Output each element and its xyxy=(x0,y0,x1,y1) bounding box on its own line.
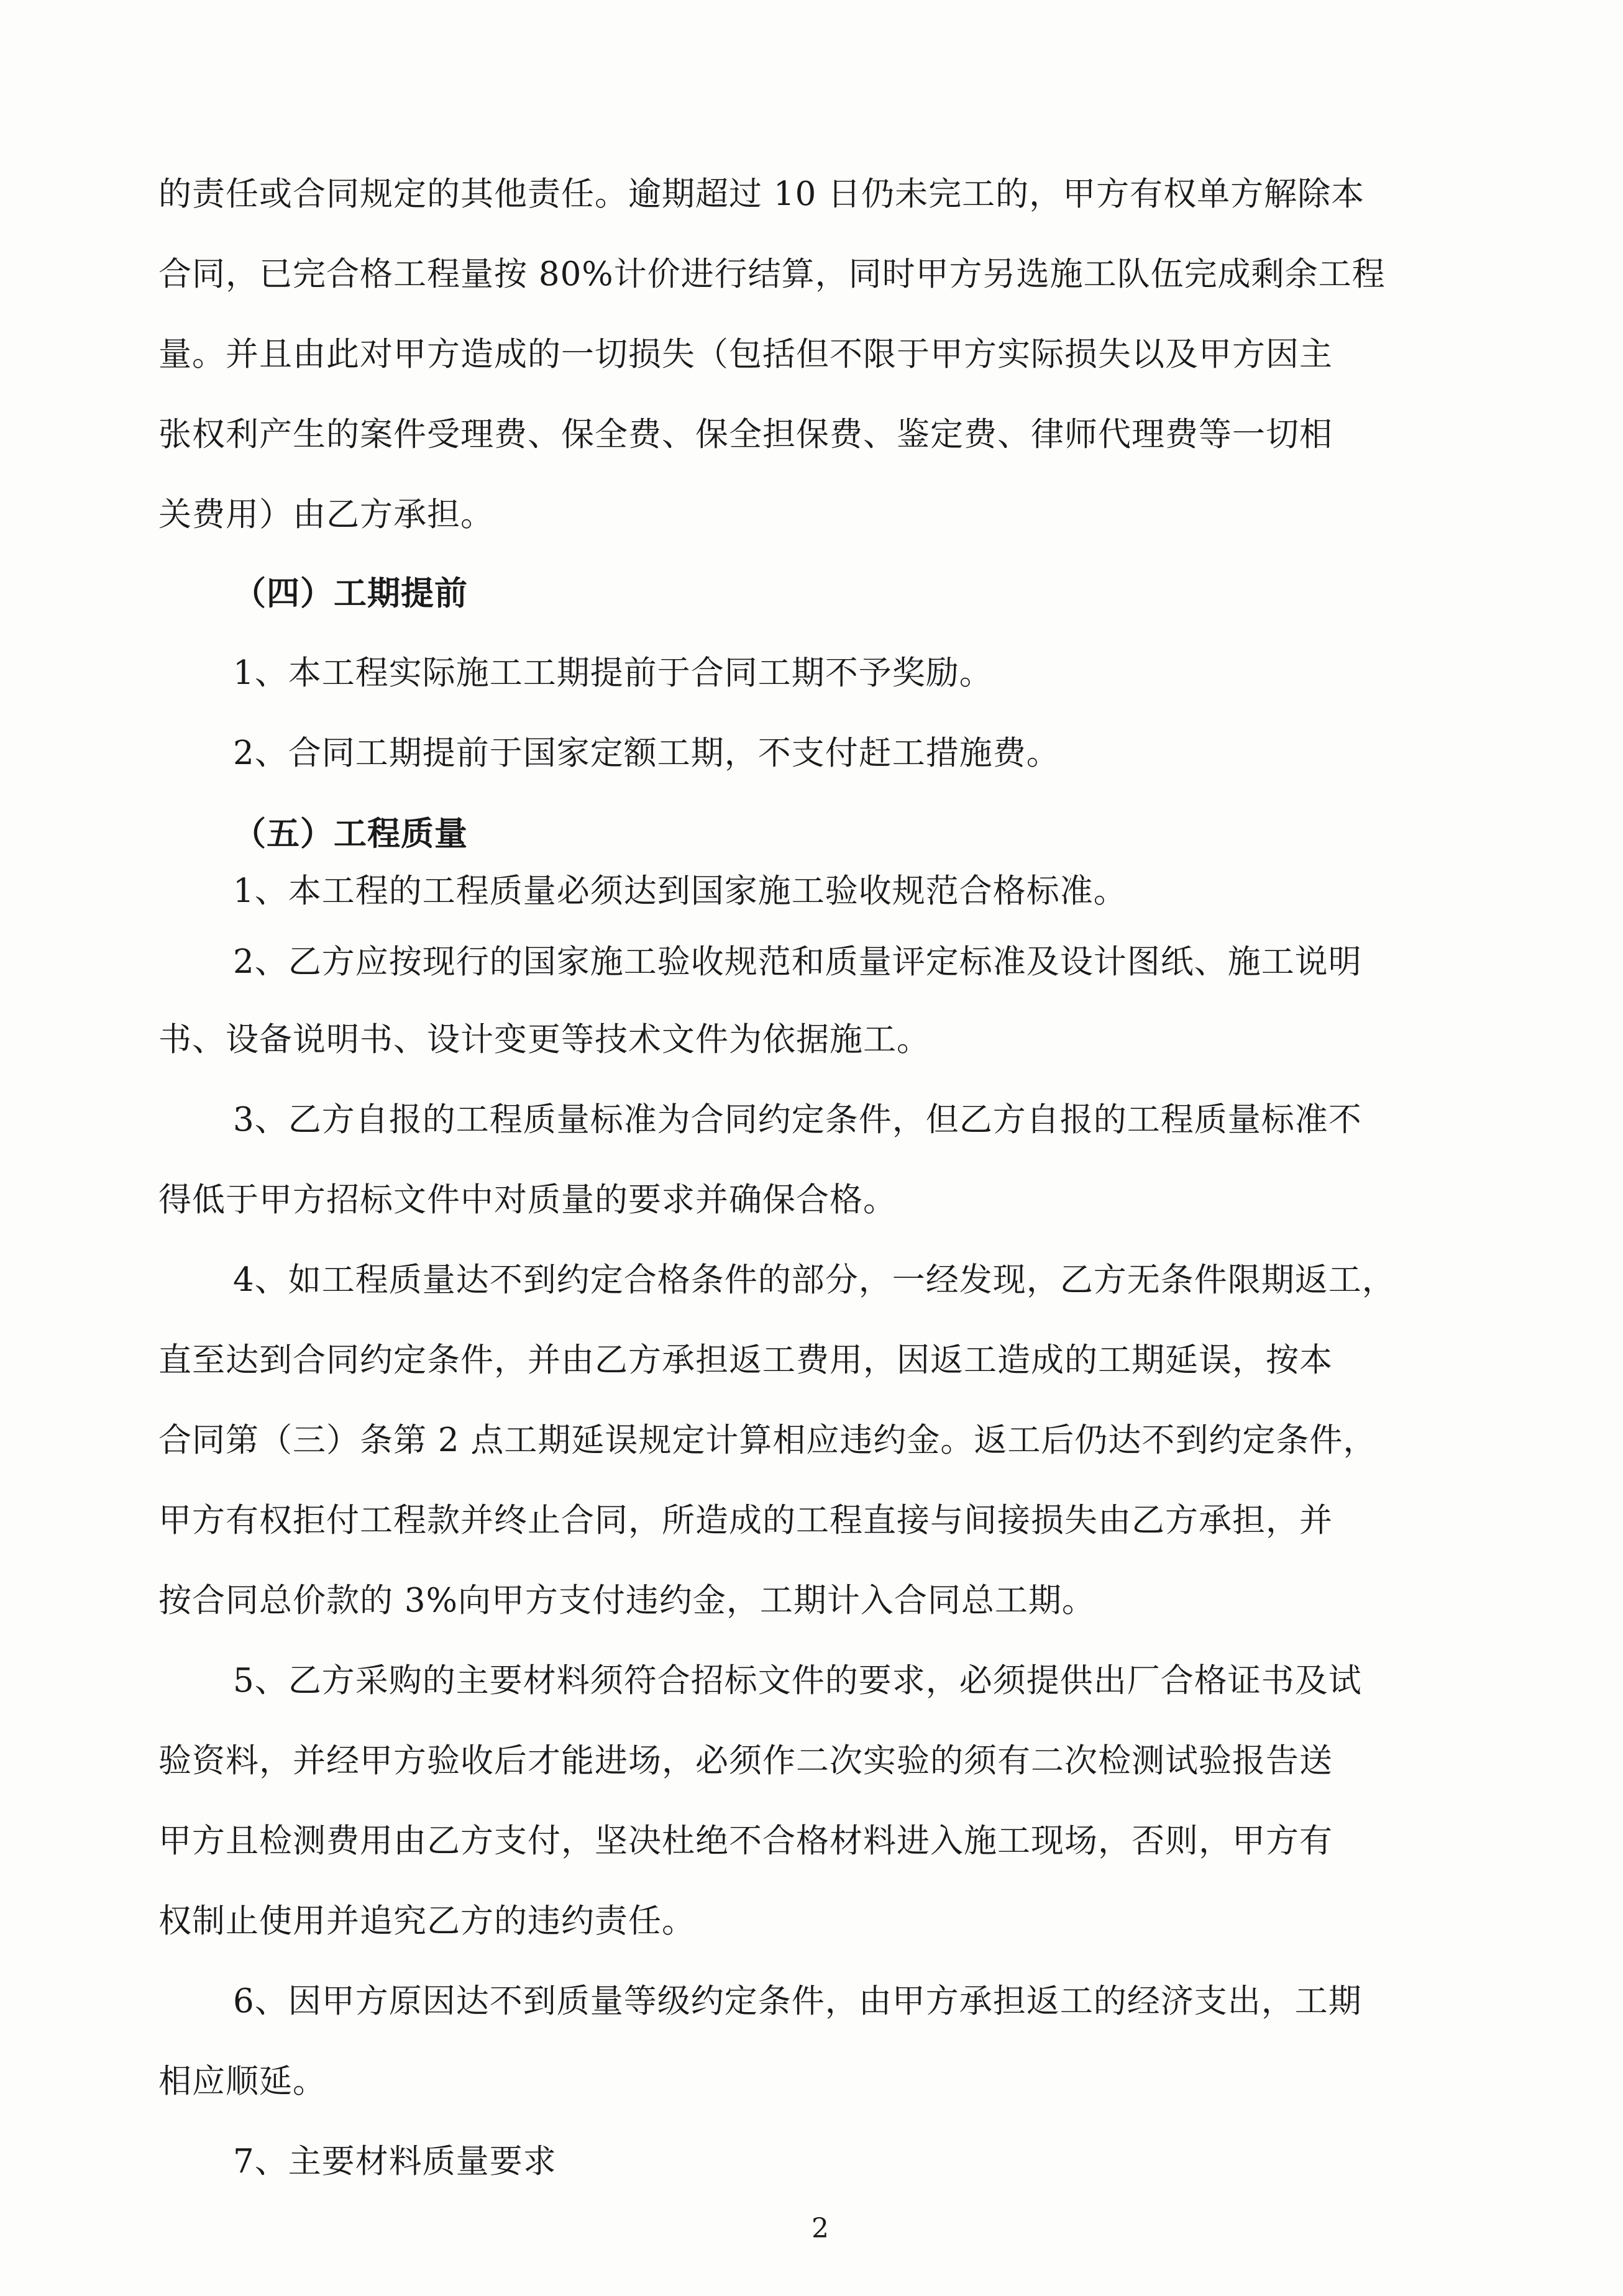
text-line: 2、乙方应按现行的国家施工验收规范和质量评定标准及设计图纸、施工说明 xyxy=(233,943,1362,981)
text-line: 得低于甲方招标文件中对质量的要求并确保合格。 xyxy=(158,1181,897,1219)
text-line: 5、乙方采购的主要材料须符合招标文件的要求，必须提供出厂合格证书及试 xyxy=(233,1662,1362,1700)
page-number: 2 xyxy=(812,2213,829,2244)
text-line: 相应顺延。 xyxy=(158,2062,326,2100)
text-line: 2、合同工期提前于国家定额工期，不支付赶工措施费。 xyxy=(233,734,1060,772)
text-line: 1、本工程的工程质量必须达到国家施工验收规范合格标准。 xyxy=(233,872,1127,910)
text-line: 张权利产生的案件受理费、保全费、保全担保费、鉴定费、律师代理费等一切相 xyxy=(158,416,1333,453)
text-line: 书、设备说明书、设计变更等技术文件为依据施工。 xyxy=(158,1021,930,1059)
text-line: 7、主要材料质量要求 xyxy=(233,2143,557,2180)
text-line: 合同第（三）条第 2 点工期延误规定计算相应违约金。返工后仍达不到约定条件， xyxy=(158,1421,1377,1459)
text-line: 甲方且检测费用由乙方支付，坚决杜绝不合格材料进入施工现场，否则，甲方有 xyxy=(158,1822,1333,1860)
text-line: 关费用）由乙方承担。 xyxy=(158,496,494,534)
text-line: 的责任或合同规定的其他责任。逾期超过 10 日仍未完工的，甲方有权单方解除本 xyxy=(158,175,1365,213)
text-line: 3、乙方自报的工程质量标准为合同约定条件，但乙方自报的工程质量标准不 xyxy=(233,1101,1362,1139)
text-line: 1、本工程实际施工工期提前于合同工期不予奖励。 xyxy=(233,654,993,692)
text-line: 量。并且由此对甲方造成的一切损失（包括但不限于甲方实际损失以及甲方因主 xyxy=(158,335,1333,373)
text-line: 权制止使用并追究乙方的违约责任。 xyxy=(158,1902,695,1940)
section-heading: （五）工程质量 xyxy=(233,814,468,853)
text-line: 按合同总价款的 3%向甲方支付违约金，工期计入合同总工期。 xyxy=(158,1582,1095,1620)
text-line: 甲方有权拒付工程款并终止合同，所造成的工程直接与间接损失由乙方承担，并 xyxy=(158,1501,1333,1539)
text-line: 验资料，并经甲方验收后才能进场，必须作二次实验的须有二次检测试验报告送 xyxy=(158,1742,1333,1780)
section-heading: （四）工期提前 xyxy=(233,574,468,613)
text-line: 4、如工程质量达不到约定合格条件的部分，一经发现，乙方无条件限期返工， xyxy=(233,1261,1396,1299)
text-line: 直至达到合同约定条件，并由乙方承担返工费用，因返工造成的工期延误，按本 xyxy=(158,1341,1333,1379)
text-line: 6、因甲方原因达不到质量等级约定条件，由甲方承担返工的经济支出，工期 xyxy=(233,1982,1362,2020)
text-line: 合同，已完合格工程量按 80%计价进行结算，同时甲方另选施工队伍完成剩余工程 xyxy=(158,255,1386,293)
